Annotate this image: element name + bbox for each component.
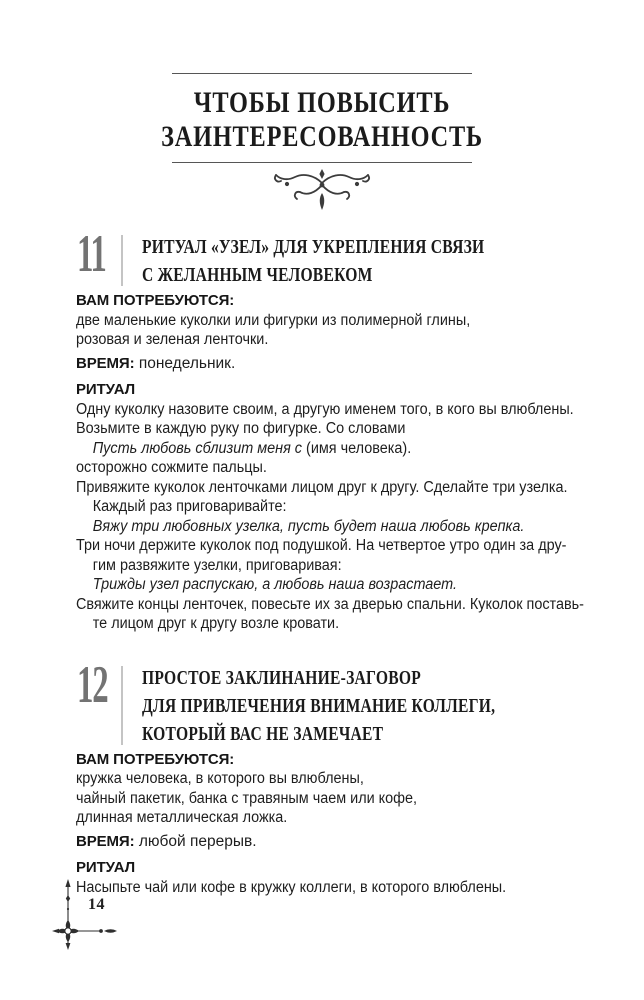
compass-cross-icon bbox=[40, 876, 124, 956]
needs-label: ВАМ ПОТРЕБУЮТСЯ: bbox=[76, 292, 235, 309]
time-paragraph bbox=[76, 354, 644, 374]
needs-paragraph bbox=[76, 750, 644, 828]
section-title bbox=[142, 664, 495, 748]
ritual-line: Три ночи держите куколок под подушкой. На четвертое утро один за дру- bbox=[76, 537, 567, 554]
ritual-line: Свяжите концы ленточек, повесьте их за дверью спальни. Куколок поставь- bbox=[76, 595, 584, 613]
needs-line: две маленькие куколки или фигурки из полимерной глины, bbox=[76, 311, 471, 329]
chapter-rule-top bbox=[172, 73, 472, 74]
chapter-title-line-2: ЗАИНТЕРЕСОВАННОСТЬ bbox=[161, 120, 483, 153]
ritual-line: Пусть любовь сблизит меня с (имя человека). bbox=[92, 439, 412, 457]
ritual-steps bbox=[76, 878, 644, 898]
section-header bbox=[76, 655, 644, 748]
time-label: ВРЕМЯ: bbox=[76, 832, 135, 850]
page-number: 14 bbox=[88, 896, 105, 913]
section-number: 11 bbox=[77, 225, 106, 283]
needs-line: длинная металлическая ложка. bbox=[76, 809, 288, 826]
sections-container bbox=[0, 225, 644, 897]
floral-flourish-icon bbox=[270, 168, 374, 212]
ritual-label: РИТУАЛ bbox=[76, 859, 136, 876]
section-title-line: С ЖЕЛАННЫМ ЧЕЛОВЕКОМ bbox=[142, 264, 373, 286]
section-title-line: ДЛЯ ПРИВЛЕЧЕНИЯ ВНИМАНИЕ КОЛЛЕГИ, bbox=[142, 694, 496, 717]
section-title bbox=[142, 233, 484, 289]
section-number: 12 bbox=[77, 655, 108, 714]
section-title-line: ПРОСТОЕ ЗАКЛИНАНИЕ-ЗАГОВОР bbox=[142, 666, 421, 689]
needs-paragraph bbox=[76, 291, 644, 350]
needs-line: кружка человека, в которого вы влюблены, bbox=[76, 770, 364, 787]
ritual-section bbox=[76, 655, 644, 898]
chapter-header bbox=[0, 0, 644, 212]
section-divider bbox=[121, 235, 123, 286]
ritual-section bbox=[76, 225, 644, 634]
section-divider bbox=[121, 666, 123, 745]
ritual-line: Трижды узел распускаю, а любовь наша возрастает. bbox=[92, 576, 458, 593]
section-header bbox=[76, 225, 644, 289]
chapter-title bbox=[61, 86, 583, 154]
ritual-line: Вяжу три любовных узелка, пусть будет наша любовь крепка. bbox=[92, 517, 525, 535]
ritual-line: те лицом друг к другу возле кровати. bbox=[92, 615, 340, 632]
time-paragraph bbox=[76, 832, 644, 852]
ritual-line: Насыпьте чай или кофе в кружку коллеги, в которого влюблены. bbox=[76, 878, 507, 896]
needs-lines bbox=[76, 769, 644, 828]
ritual-line: гим развяжите узелки, приговаривая: bbox=[92, 556, 342, 574]
chapter-title-line-1: ЧТОБЫ ПОВЫСИТЬ bbox=[193, 86, 451, 119]
ritual-line: Каждый раз приговаривайте: bbox=[92, 498, 287, 515]
section-title-line: РИТУАЛ «УЗЕЛ» ДЛЯ УКРЕПЛЕНИЯ СВЯЗИ bbox=[142, 236, 485, 258]
section-title-line: КОТОРЫЙ ВАС НЕ ЗАМЕЧАЕТ bbox=[142, 722, 384, 745]
ritual-line: осторожно сожмите пальцы. bbox=[76, 459, 267, 476]
ritual-label: РИТУАЛ bbox=[76, 381, 136, 398]
needs-line: чайный пакетик, банка с травяным чаем или кофе, bbox=[76, 789, 418, 807]
needs-label: ВАМ ПОТРЕБУЮТСЯ: bbox=[76, 750, 235, 768]
needs-lines bbox=[76, 311, 644, 350]
ritual-line: Возьмите в каждую руку по фигурке. Со словами bbox=[76, 420, 406, 437]
ritual-line: Привяжите куколок ленточками лицом друг к другу. Сделайте три узелка. bbox=[76, 478, 568, 496]
time-value: любой перерыв. bbox=[134, 832, 257, 850]
ritual-line: Одну куколку назовите своим, а другую именем того, в кого вы влюблены. bbox=[76, 400, 574, 418]
time-value: понедельник. bbox=[134, 354, 236, 372]
needs-line: розовая и зеленая ленточки. bbox=[76, 331, 269, 348]
time-label: ВРЕМЯ: bbox=[76, 354, 135, 372]
ritual-steps bbox=[76, 400, 644, 634]
chapter-rule-bottom bbox=[172, 162, 472, 163]
